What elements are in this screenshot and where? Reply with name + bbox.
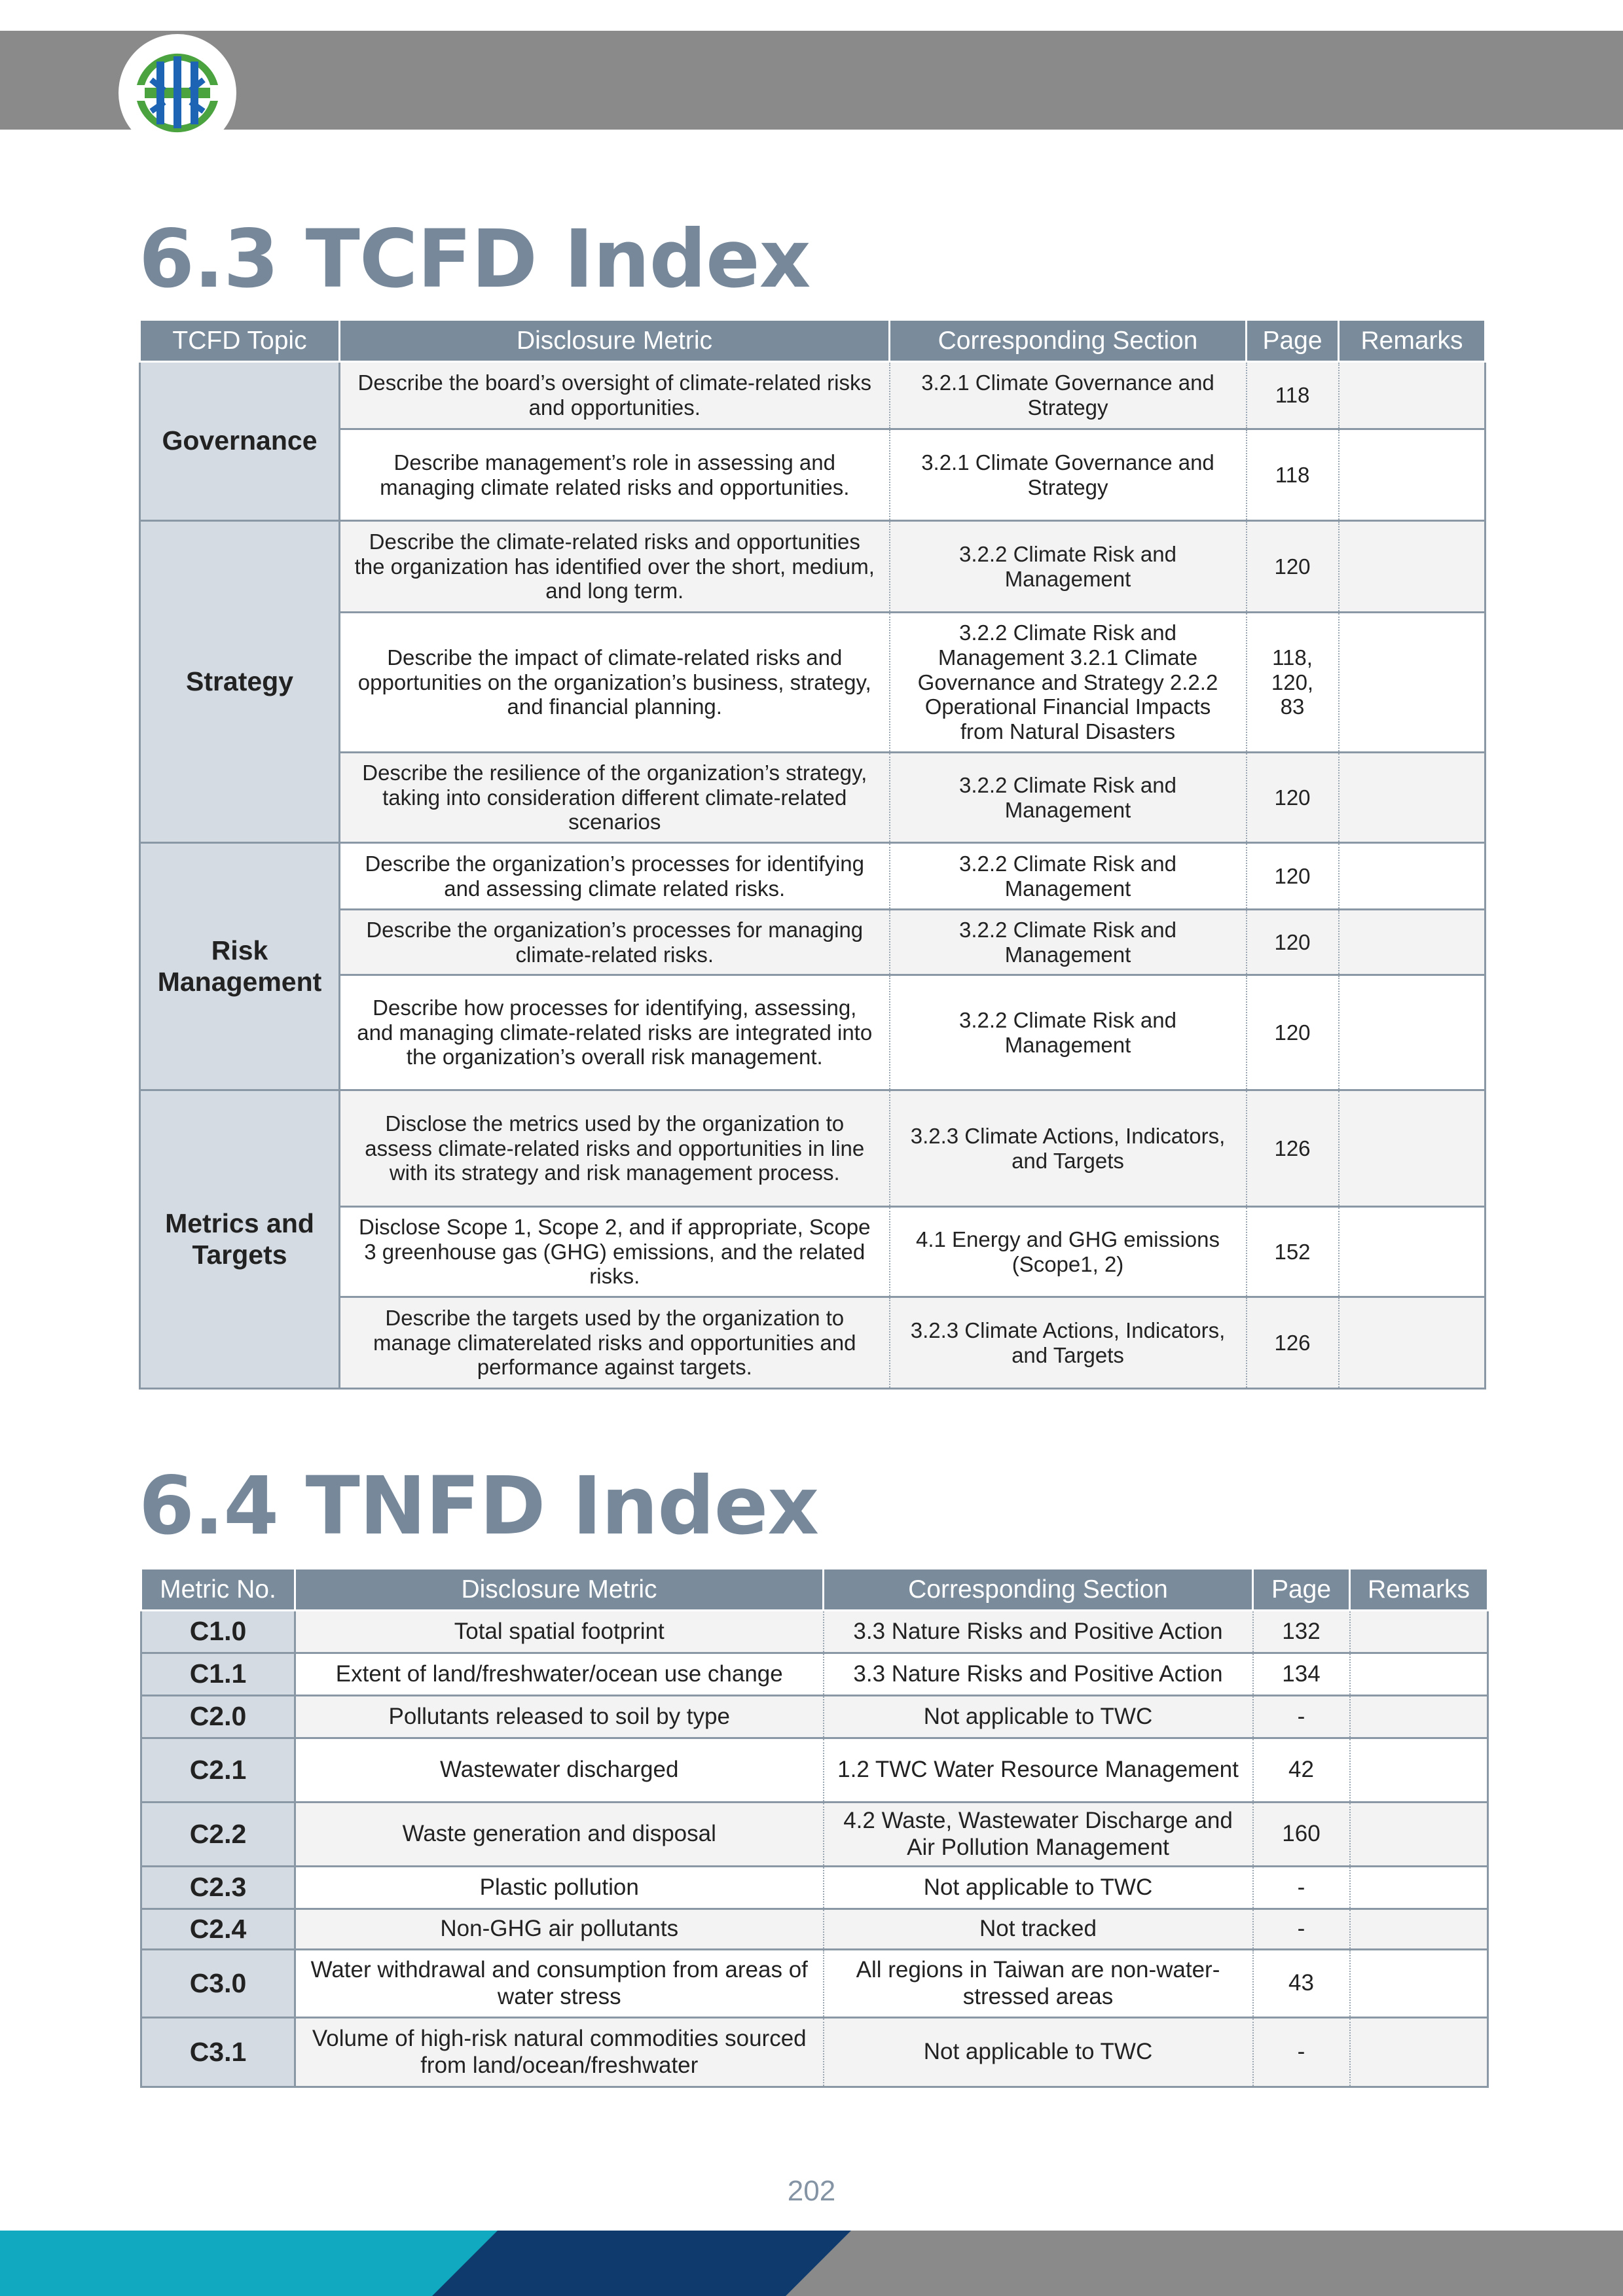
tcfd-remarks-cell [1339, 753, 1486, 843]
tnfd-metric-cell: Non-GHG air pollutants [295, 1909, 824, 1950]
tcfd-page-cell: 118 [1247, 362, 1339, 429]
tcfd-remarks-cell [1339, 910, 1486, 975]
tcfd-page-cell: 120 [1247, 521, 1339, 613]
tcfd-page-cell: 126 [1247, 1090, 1339, 1207]
tcfd-metric-cell: Describe management’s role in assessing and managing climate related risks and opportunities. [340, 429, 890, 521]
logo-icon [119, 34, 236, 152]
tcfd-row [140, 429, 1486, 521]
tnfd-metric-cell: Water withdrawal and consumption from areas of water stress [295, 1950, 824, 2018]
tcfd-remarks-cell [1339, 1090, 1486, 1207]
tnfd-row [141, 1909, 1488, 1950]
tnfd-row [141, 1950, 1488, 2018]
tnfd-section-cell: 3.3 Nature Risks and Positive Action [824, 1611, 1253, 1653]
tcfd-remarks-cell [1339, 613, 1486, 753]
tnfd-section-cell: All regions in Taiwan are non-water-stressed areas [824, 1950, 1253, 2018]
tcfd-topic-cell: Governance [140, 362, 340, 521]
tnfd-no-cell: C2.1 [141, 1738, 295, 1803]
tcfd-remarks-cell [1339, 1207, 1486, 1297]
tcfd-page-cell: 118 [1247, 429, 1339, 521]
tcfd-topic-cell: Metrics and Targets [140, 1090, 340, 1389]
tnfd-metric-cell: Pollutants released to soil by type [295, 1696, 824, 1738]
tnfd-page-cell: - [1253, 1867, 1350, 1909]
tcfd-index-table [139, 319, 1486, 1390]
tcfd-metric-cell: Describe the organization’s processes for identifying and assessing climate related risks. [340, 843, 890, 910]
tcfd-header-row [140, 320, 1486, 362]
tnfd-metric-cell: Wastewater discharged [295, 1738, 824, 1803]
tcfd-section-cell: 3.2.1 Climate Governance and Strategy [890, 429, 1247, 521]
tnfd-page-cell: - [1253, 2018, 1350, 2087]
tnfd-remarks-cell [1350, 1909, 1488, 1950]
tcfd-index-title: 6.3 TCFD Index [139, 213, 811, 306]
tnfd-row [141, 1696, 1488, 1738]
tcfd-section-cell: 3.2.2 Climate Risk and Management [890, 521, 1247, 613]
page-number: 202 [787, 2175, 836, 2207]
tcfd-header-page: Page [1247, 320, 1339, 362]
tnfd-remarks-cell [1350, 1867, 1488, 1909]
tcfd-section-cell: 4.1 Energy and GHG emissions (Scope1, 2) [890, 1207, 1247, 1297]
tnfd-header-remarks: Remarks [1350, 1569, 1488, 1611]
tcfd-row [140, 910, 1486, 975]
tcfd-row [140, 843, 1486, 910]
tnfd-row [141, 1867, 1488, 1909]
tcfd-metric-cell: Describe the climate-related risks and opportunities the organization has identified over the short, medium, and long term. [340, 521, 890, 613]
tcfd-section-cell: 3.2.2 Climate Risk and Management [890, 753, 1247, 843]
tnfd-section-cell: Not applicable to TWC [824, 1867, 1253, 1909]
tcfd-remarks-cell [1339, 843, 1486, 910]
tcfd-metric-cell: Disclose the metrics used by the organization to assess climate-related risks and opportunities in line with its strategy and risk management process. [340, 1090, 890, 1207]
tcfd-row [140, 1297, 1486, 1389]
tcfd-metric-cell: Describe the impact of climate-related risks and opportunities on the organization’s business, strategy, and financial planning. [340, 613, 890, 753]
tnfd-section-cell: Not applicable to TWC [824, 2018, 1253, 2087]
tnfd-row [141, 1738, 1488, 1803]
tcfd-section-cell: 3.2.2 Climate Risk and Management [890, 910, 1247, 975]
tnfd-remarks-cell [1350, 1696, 1488, 1738]
tnfd-remarks-cell [1350, 1653, 1488, 1696]
header-band [0, 31, 1623, 130]
tcfd-section-cell: 3.2.3 Climate Actions, Indicators, and Targets [890, 1090, 1247, 1207]
tcfd-header-topic: TCFD Topic [140, 320, 340, 362]
tcfd-page-cell: 118, 120, 83 [1247, 613, 1339, 753]
tcfd-header-section: Corresponding Section [890, 320, 1247, 362]
footer-band [0, 2231, 1623, 2296]
tcfd-section-cell: 3.2.2 Climate Risk and Management [890, 843, 1247, 910]
tnfd-header-page: Page [1253, 1569, 1350, 1611]
tcfd-page-cell: 120 [1247, 843, 1339, 910]
tnfd-header-metric: Disclosure Metric [295, 1569, 824, 1611]
tnfd-no-cell: C2.4 [141, 1909, 295, 1950]
tnfd-section-cell: 4.2 Waste, Wastewater Discharge and Air Pollution Management [824, 1803, 1253, 1867]
tnfd-page-cell: 134 [1253, 1653, 1350, 1696]
tnfd-section-cell: Not applicable to TWC [824, 1696, 1253, 1738]
tnfd-page-cell: 42 [1253, 1738, 1350, 1803]
tnfd-remarks-cell [1350, 1803, 1488, 1867]
tcfd-metric-cell: Describe the resilience of the organization’s strategy, taking into consideration different climate-related scenarios [340, 753, 890, 843]
tnfd-remarks-cell [1350, 1738, 1488, 1803]
tnfd-no-cell: C3.1 [141, 2018, 295, 2087]
tnfd-index-title: 6.4 TNFD Index [139, 1460, 819, 1552]
tcfd-row [140, 362, 1486, 429]
tnfd-no-cell: C2.2 [141, 1803, 295, 1867]
tnfd-metric-cell: Plastic pollution [295, 1867, 824, 1909]
tcfd-page-cell: 152 [1247, 1207, 1339, 1297]
tcfd-section-cell: 3.2.2 Climate Risk and Management [890, 975, 1247, 1090]
tcfd-page-cell: 120 [1247, 975, 1339, 1090]
tcfd-header-metric: Disclosure Metric [340, 320, 890, 362]
tnfd-metric-cell: Waste generation and disposal [295, 1803, 824, 1867]
footer-cyan-band [0, 2231, 498, 2296]
tcfd-remarks-cell [1339, 1297, 1486, 1389]
tnfd-row [141, 1803, 1488, 1867]
tnfd-no-cell: C2.0 [141, 1696, 295, 1738]
tcfd-row [140, 1090, 1486, 1207]
tnfd-remarks-cell [1350, 2018, 1488, 2087]
tnfd-metric-cell: Extent of land/freshwater/ocean use change [295, 1653, 824, 1696]
tnfd-section-cell: 1.2 TWC Water Resource Management [824, 1738, 1253, 1803]
tcfd-page-cell: 126 [1247, 1297, 1339, 1389]
tcfd-section-cell: 3.2.3 Climate Actions, Indicators, and Targets [890, 1297, 1247, 1389]
tnfd-no-cell: C1.1 [141, 1653, 295, 1696]
tcfd-header-remarks: Remarks [1339, 320, 1486, 362]
tnfd-row [141, 1611, 1488, 1653]
tcfd-topic-cell: Risk Management [140, 843, 340, 1090]
tcfd-metric-cell: Describe the board’s oversight of climate-related risks and opportunities. [340, 362, 890, 429]
tcfd-row [140, 521, 1486, 613]
tcfd-metric-cell: Describe how processes for identifying, assessing, and managing climate-related risks are integrated into the organization’s overall risk management. [340, 975, 890, 1090]
tcfd-metric-cell: Disclose Scope 1, Scope 2, and if appropriate, Scope 3 greenhouse gas (GHG) emissions, and the related risks. [340, 1207, 890, 1297]
tcfd-remarks-cell [1339, 975, 1486, 1090]
tnfd-metric-cell: Volume of high-risk natural commodities sourced from land/ocean/freshwater [295, 2018, 824, 2087]
tcfd-topic-cell: Strategy [140, 521, 340, 843]
tcfd-row [140, 1207, 1486, 1297]
tnfd-index-table [140, 1568, 1489, 2088]
tnfd-header-section: Corresponding Section [824, 1569, 1253, 1611]
tnfd-header-no: Metric No. [141, 1569, 295, 1611]
tnfd-page-cell: 160 [1253, 1803, 1350, 1867]
tcfd-row [140, 975, 1486, 1090]
tnfd-no-cell: C1.0 [141, 1611, 295, 1653]
tnfd-section-cell: 3.3 Nature Risks and Positive Action [824, 1653, 1253, 1696]
tnfd-header-row [141, 1569, 1488, 1611]
tnfd-row [141, 2018, 1488, 2087]
tnfd-section-cell: Not tracked [824, 1909, 1253, 1950]
tnfd-row [141, 1653, 1488, 1696]
company-logo [119, 34, 236, 152]
tnfd-page-cell: - [1253, 1696, 1350, 1738]
tcfd-section-cell: 3.2.2 Climate Risk and Management 3.2.1 Climate Governance and Strategy 2.2.2 Operational Financial Impacts from Natural Disasters [890, 613, 1247, 753]
tnfd-page-cell: 43 [1253, 1950, 1350, 2018]
tcfd-page-cell: 120 [1247, 910, 1339, 975]
tcfd-page-cell: 120 [1247, 753, 1339, 843]
tcfd-metric-cell: Describe the organization’s processes for managing climate-related risks. [340, 910, 890, 975]
tnfd-remarks-cell [1350, 1950, 1488, 2018]
tcfd-row [140, 753, 1486, 843]
tnfd-no-cell: C3.0 [141, 1950, 295, 2018]
tcfd-remarks-cell [1339, 429, 1486, 521]
tcfd-metric-cell: Describe the targets used by the organization to manage climaterelated risks and opportunities and performance against targets. [340, 1297, 890, 1389]
tcfd-remarks-cell [1339, 521, 1486, 613]
tnfd-remarks-cell [1350, 1611, 1488, 1653]
tcfd-row [140, 613, 1486, 753]
tnfd-no-cell: C2.3 [141, 1867, 295, 1909]
tnfd-page-cell: 132 [1253, 1611, 1350, 1653]
tnfd-page-cell: - [1253, 1909, 1350, 1950]
tcfd-section-cell: 3.2.1 Climate Governance and Strategy [890, 362, 1247, 429]
tnfd-metric-cell: Total spatial footprint [295, 1611, 824, 1653]
tcfd-remarks-cell [1339, 362, 1486, 429]
